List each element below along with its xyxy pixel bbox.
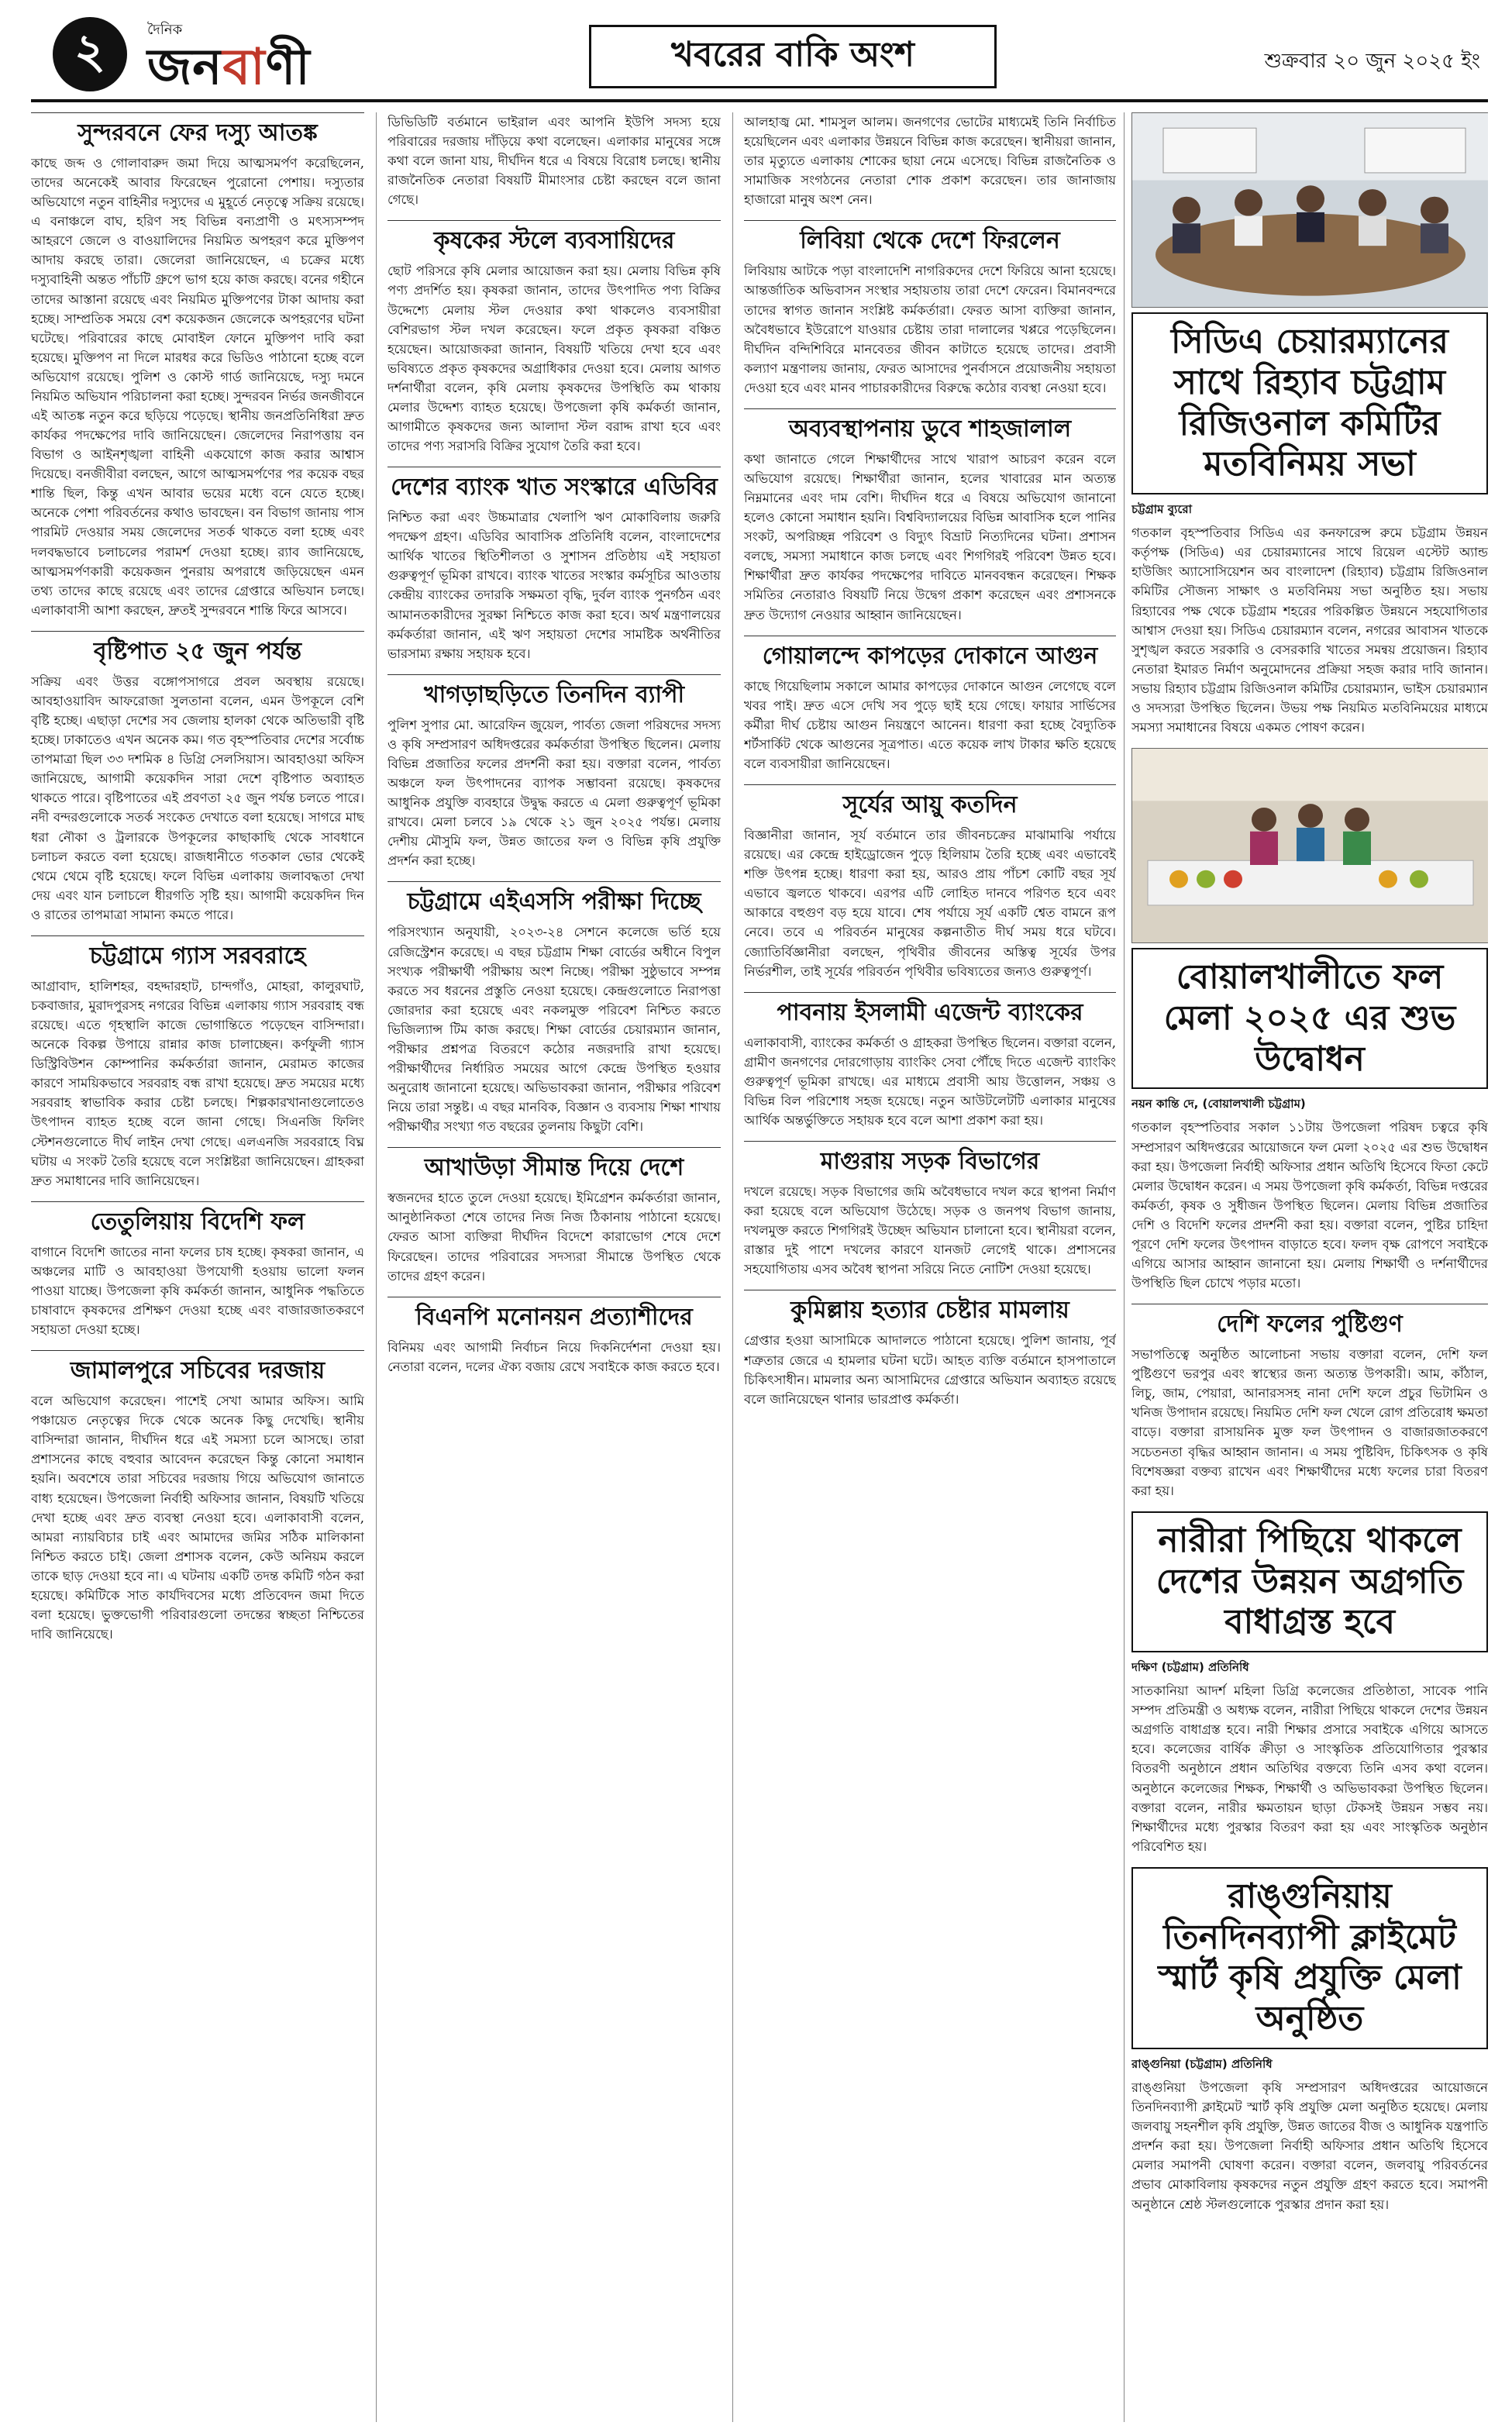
article-body: বিজ্ঞানীরা জানান, সূর্য বর্তমানে তার জীবনচক্রের মাঝামাঝি পর্যায়ে রয়েছে। এর কেন্দ্রে হাইড্রোজেন পুড়ে হিলিয়াম তৈরি হচ্ছে এবং এভাবেই শক্তি উৎপন্ন হচ্ছে। ধারণা করা হয়, আরও প্রায় পাঁচশ কোটি বছর সূর্য এভাবে জ্বলতে থাকবে। এরপর এটি লোহিত দানবে পরিণত হবে এবং আকারে বহুগুণ বড় হয়ে যাবে। শেষ পর্যায়ে সূর্য একটি শ্বেত বামনে রূপ নেবে। তবে এ পরিবর্তন মানুষের কল্পনাতীত দীর্ঘ সময় ধরে ঘটবে। জ্যোতির্বিজ্ঞানীরা বলছেন, পৃথিবীর জীবনের অস্তিত্ব সূর্যের উপর নির্ভরশীল, তাই সূর্যের পরিবর্তন পৃথিবীর ভবিষ্যতের জন্যও গুরুত্বপূর্ণ। xyxy=(744,828,1116,979)
article-headline: দেশি ফলের পুষ্টিগুণ xyxy=(1131,1304,1488,1339)
article-body: নিশ্চিত করা এবং উচ্চমাত্রার খেলাপি ঋণ মোকাবিলায় জরুরি পদক্ষেপ গ্রহণ। এডিবির আবাসিক প্রতিনিধি বলেন, বাংলাদেশের আর্থিক খাতের স্থিতিশীলতা ও সুশাসন প্রতিষ্ঠায় এই সহায়তা গুরুত্বপূর্ণ ভূমিকা রাখবে। ব্যাংক খাতের সংস্কার কর্মসূচির আওতায় কেন্দ্রীয় ব্যাংকের তদারকি সক্ষমতা বৃদ্ধি, দুর্বল ব্যাংক পুনর্গঠন এবং আমানতকারীদের সুরক্ষা নিশ্চিতে কাজ করা হবে। অর্থ মন্ত্রণালয়ের কর্মকর্তারা জানান, এই ঋণ সহায়তা দেশের সামষ্টিক অর্থনীতির ভারসাম্য রক্ষায় সহায়ক হবে। xyxy=(387,510,721,661)
column-1 xyxy=(31,112,364,2422)
column-2 xyxy=(387,112,721,2422)
article xyxy=(387,112,721,209)
article xyxy=(1131,1511,1488,1856)
column-divider xyxy=(376,112,377,2422)
article xyxy=(1131,112,1488,737)
newspaper-logo xyxy=(147,19,442,96)
page-number: ২ xyxy=(53,17,127,91)
article xyxy=(31,935,364,1190)
article xyxy=(744,1141,1116,1279)
article-body: স্বজনদের হাতে তুলে দেওয়া হয়েছে। ইমিগ্রেশন কর্মকর্তারা জানান, আনুষ্ঠানিকতা শেষে তাদের নিজ নিজ ঠিকানায় পাঠানো হয়েছে। ফেরত আসা ব্যক্তিরা দীর্ঘদিন বিদেশে কারাভোগ শেষে দেশে ফিরেছেন। তাদের পরিবারের সদস্যরা সীমান্তে উপস্থিত থেকে তাদের গ্রহণ করেন। xyxy=(387,1190,721,1283)
article-body: গ্রেপ্তার হওয়া আসামিকে আদালতে পাঠানো হয়েছে। পুলিশ জানায়, পূর্ব শত্রুতার জেরে এ হামলার ঘটনা ঘটে। আহত ব্যক্তি বর্তমানে হাসপাতালে চিকিৎসাধীন। মামলার অন্য আসামিদের গ্রেপ্তারে অভিযান অব্যাহত রয়েছে বলে জানিয়েছেন থানার ভারপ্রাপ্ত কর্মকর্তা। xyxy=(744,1333,1116,1407)
article-body: বাগানে বিদেশি জাতের নানা ফলের চাষ হচ্ছে। কৃষকরা জানান, এ অঞ্চলের মাটি ও আবহাওয়া উপযোগী হওয়ায় ভালো ফলন পাওয়া যাচ্ছে। উপজেলা কৃষি কর্মকর্তা জানান, আধুনিক পদ্ধতিতে চাষাবাদে কৃষকদের প্রশিক্ষণ দেওয়া হচ্ছে এবং বাজারজাতকরণে সহায়তা দেওয়া হচ্ছে। xyxy=(31,1244,364,1338)
article-body: বিনিময় এবং আগামী নির্বাচন নিয়ে দিকনির্দেশনা দেওয়া হয়। নেতারা বলেন, দলের ঐক্য বজায় রেখে সবাইকে কাজ করতে হবে। xyxy=(387,1339,721,1374)
article xyxy=(744,636,1116,774)
article-body: লিবিয়ায় আটকে পড়া বাংলাদেশি নাগরিকদের দেশে ফিরিয়ে আনা হয়েছে। আন্তর্জাতিক অভিবাসন সংস্থার সহায়তায় তারা দেশে ফেরেন। বিমানবন্দরে তাদের স্বাগত জানান সংশ্লিষ্ট কর্মকর্তারা। ফেরত আসা ব্যক্তিরা জানান, অবৈধভাবে ইউরোপে যাওয়ার চেষ্টায় তারা দালালের খপ্পরে পড়েছিলেন। দীর্ঘদিন বন্দিশিবিরে মানবেতর জীবন কাটাতে হয়েছে তাদের। প্রবাসী কল্যাণ মন্ত্রণালয় জানায়, ফেরত আসাদের পুনর্বাসনে প্রয়োজনীয় সহায়তা দেওয়া হবে এবং মানব পাচারকারীদের বিরুদ্ধে কঠোর ব্যবস্থা নেওয়া হবে। xyxy=(744,264,1116,395)
article-body: সক্রিয় এবং উত্তর বঙ্গোপসাগরে প্রবল অবস্থায় রয়েছে। আবহাওয়াবিদ আফরোজা সুলতানা বলেন, এমন উপকূলে বেশি বৃষ্টি হচ্ছে। এছাড়া দেশের সব জেলায় হালকা থেকে অতিভারী বৃষ্টি হচ্ছে। ঢাকাতেও এখন অনেক কম। গত বৃহস্পতিবার দেশের সর্বোচ্চ তাপমাত্রা ছিল ৩৩ দশমিক ৪ ডিগ্রি সেলসিয়াস। আবহাওয়া অফিস জানিয়েছে, আগামী কয়েকদিন সারা দেশে বৃষ্টিপাত অব্যাহত থাকতে পারে। বৃষ্টিপাতের এই প্রবণতা ২৫ জুন পর্যন্ত চলতে পারে। নদী বন্দরগুলোকে সতর্ক সংকেত দেখাতে বলা হয়েছে। সাগরে মাছ ধরা নৌকা ও ট্রলারকে উপকূলের কাছাকাছি থেকে সাবধানে চলাচল করতে বলা হয়েছে। রাজধানীতে গতকাল ভোর থেকেই থেমে থেমে বৃষ্টি হয়েছে। ফলে বিভিন্ন এলাকায় জলাবদ্ধতা দেখা দেয় এবং যান চলাচলে ধীরগতি সৃষ্টি হয়। আগামী কয়েকদিন দিন ও রাতের তাপমাত্রা সামান্য কমতে পারে। xyxy=(31,674,364,922)
article-headline: সূর্যের আয়ু কতদিন xyxy=(744,784,1116,819)
article-headline: নারীরা পিছিয়ে থাকলে দেশের উন্নয়ন অগ্রগতি বাধাগ্রস্ত হবে xyxy=(1131,1511,1488,1652)
article-headline: বোয়ালখালীতে ফল মেলা ২০২৫ এর শুভ উদ্বোধন xyxy=(1131,948,1488,1089)
article-headline: বিএনপি মনোনয়ন প্রত্যাশীদের xyxy=(387,1297,721,1332)
article xyxy=(387,467,721,663)
column-divider xyxy=(732,112,733,2422)
article-body: কথা জানাতে গেলে শিক্ষার্থীদের সাথে খারাপ আচরণ করেন বলে অভিযোগ রয়েছে। শিক্ষার্থীরা জানান, হলের খাবারের মান অত্যন্ত নিম্নমানের এবং দাম বেশি। দীর্ঘদিন ধরে এ বিষয়ে অভিযোগ জানানো হলেও কোনো সমাধান হয়নি। বিশ্ববিদ্যালয়ের বিভিন্ন আবাসিক হলে পানির সংকট, অপরিচ্ছন্ন পরিবেশ ও বিদ্যুৎ বিভ্রাট নিত্যদিনের ঘটনা। প্রশাসন বলছে, সমস্যা সমাধানে কাজ চলছে এবং শিগগিরই পরিবেশ উন্নত হবে। শিক্ষার্থীরা দ্রুত কার্যকর পদক্ষেপের দাবিতে মানববন্ধন করেছেন। শিক্ষক সমিতির নেতারাও বিষয়টি নিয়ে উদ্বেগ প্রকাশ করেছেন এবং প্রশাসনকে দ্রুত উদ্যোগ নেওয়ার আহ্বান জানিয়েছেন। xyxy=(744,451,1116,622)
article-body: ডিভিডিটি বর্তমানে ভাইরাল এবং আপনি ইউপি সদস্য হয়ে পরিবারের দরজায় দাঁড়িয়ে কথা বলেছেন। এলাকার মানুষের সঙ্গে কথা বলে জানা যায়, দীর্ঘদিন ধরে এ বিষয়ে বিরোধ চলছে। স্থানীয় রাজনৈতিক নেতারা বিষয়টি মীমাংসার চেষ্টা করছেন বলে জানা গেছে। xyxy=(387,115,721,208)
article-body: গতকাল বৃহস্পতিবার সকাল ১১টায় উপজেলা পরিষদ চত্বরে কৃষি সম্প্রসারণ অধিদপ্তরের আয়োজনে ফল মেলা ২০২৫ এর শুভ উদ্বোধন করা হয়। উপজেলা নির্বাহী অফিসার প্রধান অতিথি হিসেবে ফিতা কেটে মেলার উদ্বোধন করেন। এ সময় উপজেলা কৃষি কর্মকর্তা, বিভিন্ন দপ্তরের কর্মকর্তা, কৃষক ও সুধীজন উপস্থিত ছিলেন। মেলায় বিভিন্ন প্রজাতির দেশি ও বিদেশি ফলের প্রদর্শনী করা হয়। বক্তারা বলেন, পুষ্টির চাহিদা পূরণে দেশি ফলের উৎপাদন বাড়াতে হবে। ফলদ বৃক্ষ রোপণে সবাইকে এগিয়ে আসার আহ্বান জানানো হয়। মেলায় শিক্ষার্থী ও দর্শনার্থীদের উপস্থিতি ছিল চোখে পড়ার মতো। xyxy=(1131,1120,1488,1291)
article-headline: আখাউড়া সীমান্ত দিয়ে দেশে xyxy=(387,1147,721,1182)
article xyxy=(31,1201,364,1339)
article-body: রাঙ্গুনিয়া উপজেলা কৃষি সম্প্রসারণ অধিদপ্তরের আয়োজনে তিনদিনব্যাপী ক্লাইমেট স্মার্ট কৃষি প্রযুক্তি মেলা অনুষ্ঠিত হয়েছে। মেলায় জলবায়ু সহনশীল কৃষি প্রযুক্তি, উন্নত জাতের বীজ ও আধুনিক যন্ত্রপাতি প্রদর্শন করা হয়। উপজেলা নির্বাহী অফিসার প্রধান অতিথি হিসেবে মেলার সমাপনী ঘোষণা করেন। বক্তারা বলেন, জলবায়ু পরিবর্তনের প্রভাব মোকাবিলায় কৃষকদের নতুন প্রযুক্তি গ্রহণ করতে হবে। সমাপনী অনুষ্ঠানে শ্রেষ্ঠ স্টলগুলোকে পুরস্কার প্রদান করা হয়। xyxy=(1131,2080,1488,2212)
article-headline: বৃষ্টিপাত ২৫ জুন পর্যন্ত xyxy=(31,631,364,666)
article-body: গতকাল বৃহস্পতিবার সিডিএ এর কনফারেন্স রুমে চট্টগ্রাম উন্নয়ন কর্তৃপক্ষ (সিডিএ) এর চেয়ারম্যানের সাথে রিয়েল এস্টেট অ্যান্ড হাউজিং অ্যাসোসিয়েশন অব বাংলাদেশ (রিহ্যাব) চট্টগ্রাম রিজিওনাল কমিটির সৌজন্য সাক্ষাৎ ও মতবিনিময় সভা অনুষ্ঠিত হয়। সভায় রিহ্যাবের পক্ষ থেকে চট্টগ্রাম শহরের পরিকল্পিত উন্নয়নে সহযোগিতার আশ্বাস দেওয়া হয়। সিডিএ চেয়ারম্যান বলেন, নগরের আবাসন খাতকে সুশৃঙ্খল করতে সরকারি ও বেসরকারি খাতের সমন্বয় প্রয়োজন। রিহ্যাব নেতারা ইমারত নির্মাণ অনুমোদনের প্রক্রিয়া সহজ করার দাবি জানান। সভায় রিহ্যাব চট্টগ্রাম রিজিওনাল কমিটির চেয়ারম্যান, ভাইস চেয়ারম্যান ও সদস্যরা উপস্থিত ছিলেন। উভয় পক্ষ নিয়মিত মতবিনিময়ের মাধ্যমে সমস্যা সমাধানের বিষয়ে একমত পোষণ করেন। xyxy=(1131,525,1488,735)
article-headline: অব্যবস্থাপনায় ডুবে শাহজালাল xyxy=(744,408,1116,443)
article xyxy=(1131,1867,1488,2214)
article xyxy=(387,1147,721,1285)
article-headline: কুমিল্লায় হত্যার চেষ্টার মামলায় xyxy=(744,1290,1116,1325)
article xyxy=(31,1350,364,1644)
article xyxy=(1131,748,1488,1293)
article-body: দখলে রয়েছে। সড়ক বিভাগের জমি অবৈধভাবে দখল করে স্থাপনা নির্মাণ করা হয়েছে বলে অভিযোগ উঠেছে। সড়ক ও জনপথ বিভাগ জানায়, দখলমুক্ত করতে শিগগিরই উচ্ছেদ অভিযান চালানো হবে। স্থানীয়রা বলেন, রাস্তার দুই পাশে দখলের কারণে যানজট লেগেই থাকে। প্রশাসনের সহযোগিতায় এসব অবৈধ স্থাপনা সরিয়ে নিতে নোটিশ দেওয়া হয়েছে। xyxy=(744,1184,1116,1277)
article-headline: জামালপুরে সচিবের দরজায় xyxy=(31,1350,364,1385)
article-body: কাছে জব্দ ও গোলাবারুদ জমা দিয়ে আত্মসমর্পণ করেছিলেন, তাদের অনেকেই আবার ফিরেছেন পুরোনো পেশায়। দস্যুতার অভিযোগে নতুন বাহিনীর দস্যুদের এ মুহূর্তে নেতৃত্বে সক্রিয় রয়েছে। এ বনাঞ্চলে বাঘ, হরিণ সহ বিভিন্ন বন্যপ্রাণী ও মৎস্যসম্পদ আহরণে জেলে ও বাওয়ালিদের নিয়মিত অপহরণ করে মুক্তিপণ আদায় করছে তারা। জেলেরা জানিয়েছেন, এ চক্রের মধ্যে দস্যুবাহিনী অন্তত পাঁচটি গ্রুপে ভাগ হয়ে কাজ করছে। বনের গহীনে তাদের আস্তানা রয়েছে এবং নিয়মিত মুক্তিপণের টাকা আদায় করা হচ্ছে। সাম্প্রতিক সময়ে বেশ কয়েকজন জেলেকে অপহরণের ঘটনা ঘটেছে। পরিবারের কাছে মোবাইল ফোনে মুক্তিপণ দাবি করা হয়েছে। মুক্তিপণ না দিলে মারধর করে ভিডিও পাঠানো হচ্ছে বলে অভিযোগ রয়েছে। পুলিশ ও কোস্ট গার্ড জানিয়েছে, দস্যু দমনে নিয়মিত অভিযান পরিচালনা করা হচ্ছে। সুন্দরবন নির্ভর জনজীবনে এই আতঙ্ক নতুন করে ছড়িয়ে পড়েছে। স্থানীয় জনপ্রতিনিধিরা দ্রুত কার্যকর পদক্ষেপের দাবি জানিয়েছেন। জেলেদের নিরাপত্তায় বন বিভাগ ও আইনশৃঙ্খলা বাহিনী একযোগে কাজ করার আশ্বাস দিয়েছে। বনজীবীরা বলছেন, আগে আত্মসমর্পণের পর কয়েক বছর শান্তি ছিল, কিন্তু এখন আবার ভয়ের মধ্যে বনে যেতে হচ্ছে। অনেকে পেশা পরিবর্তনের কথাও ভাবছেন। বন বিভাগ জানায় পাস পারমিট দেওয়ার সময় জেলেদের সতর্ক থাকতে বলা হচ্ছে এবং দলবদ্ধভাবে চলাচলের পরামর্শ দেওয়া হচ্ছে। র‌্যাব জানিয়েছে, আত্মসমর্পণকারী কয়েকজন পুনরায় অপরাধে জড়িয়েছেন এমন তথ্য তাদের কাছে রয়েছে এবং তাদের গ্রেপ্তারে অভিযান চলছে। এলাকাবাসী আশা করছেন, দ্রুতই সুন্দরবনে শান্তি ফিরে আসবে। xyxy=(31,156,364,618)
article-body: সাতকানিয়া আদর্শ মহিলা ডিগ্রি কলেজের প্রতিষ্ঠাতা, সাবেক পানি সম্পদ প্রতিমন্ত্রী ও অধ্যক্ষ বলেন, নারীরা পিছিয়ে থাকলে দেশের উন্নয়ন অগ্রগতি বাধাগ্রস্ত হবে। নারী শিক্ষার প্রসারে সবাইকে এগিয়ে আসতে হবে। কলেজের বার্ষিক ক্রীড়া ও সাংস্কৃতিক প্রতিযোগিতার পুরস্কার বিতরণী অনুষ্ঠানে প্রধান অতিথির বক্তব্যে তিনি এসব কথা বলেন। অনুষ্ঠানে কলেজের শিক্ষক, শিক্ষার্থী ও অভিভাবকরা উপস্থিত ছিলেন। বক্তারা বলেন, নারীর ক্ষমতায়ন ছাড়া টেকসই উন্নয়ন সম্ভব নয়। শিক্ষার্থীদের মধ্যে পুরস্কার বিতরণ করা হয় এবং সাংস্কৃতিক অনুষ্ঠান পরিবেশিত হয়। xyxy=(1131,1683,1488,1854)
article-photo xyxy=(1131,748,1488,943)
article xyxy=(744,112,1116,209)
article xyxy=(744,784,1116,981)
article-headline: তেতুলিয়ায় বিদেশি ফল xyxy=(31,1201,364,1236)
article-body: ছোট পরিসরে কৃষি মেলার আয়োজন করা হয়। মেলায় বিভিন্ন কৃষি পণ্য প্রদর্শিত হয়। কৃষকরা জানান, তাদের উৎপাদিত পণ্য বিক্রির উদ্দেশ্যে মেলায় স্টল দেওয়ার কথা থাকলেও ব্যবসায়ীরা বেশিরভাগ স্টল দখল করেছেন। ফলে প্রকৃত কৃষকরা বঞ্চিত হয়েছেন। আয়োজকরা জানান, বিষয়টি খতিয়ে দেখা হবে এবং ভবিষ্যতে প্রকৃত কৃষকদের অগ্রাধিকার দেওয়া হবে। মেলায় আগত দর্শনার্থীরা বলেন, কৃষি মেলায় কৃষকদের উপস্থিতি কম থাকায় মেলার উদ্দেশ্য ব্যাহত হয়েছে। উপজেলা কৃষি কর্মকর্তা জানান, আগামীতে কৃষকদের জন্য আলাদা স্টল বরাদ্দ রাখা হবে এবং তাদের পণ্য সরাসরি বিক্রির সুযোগ তৈরি করা হবে। xyxy=(387,264,721,454)
column-divider xyxy=(1124,112,1125,2422)
dateline: শুক্রবার ২০ জুন ২০২৫ ইং xyxy=(1264,50,1480,73)
logo-text: জনবাণী xyxy=(147,39,311,96)
article xyxy=(387,1297,721,1376)
column-4 xyxy=(1131,112,1488,2422)
article xyxy=(744,992,1116,1130)
article-body: আলহাজ্ব মো. শামসুল আলম। জনগণের ভোটের মাধ্যমেই তিনি নির্বাচিত হয়েছিলেন এবং এলাকার উন্নয়নে বিভিন্ন কাজ করেছেন। স্থানীয়রা জানান, তার মৃত্যুতে এলাকায় শোকের ছায়া নেমে এসেছে। বিভিন্ন রাজনৈতিক ও সামাজিক সংগঠনের নেতারা শোক প্রকাশ করেছেন। তার জানাজায় হাজারো মানুষ অংশ নেন। xyxy=(744,115,1116,208)
logo-small-text: দৈনিক xyxy=(147,22,183,38)
article-body: বলে অভিযোগ করেছেন। পাশেই সেখা আমার অফিস। আমি পঞ্চায়েত নেতৃত্বের দিকে থেকে অনেক কিছু দেখেছি। স্থানীয় বাসিন্দারা জানান, দীর্ঘদিন ধরে এই সমস্যা চলে আসছে। তারা প্রশাসনের কাছে বহুবার আবেদন করেছেন কিন্তু কোনো সমাধান হয়নি। অবশেষে তারা সচিবের দরজায় গিয়ে অভিযোগ জানাতে বাধ্য হয়েছেন। উপজেলা নির্বাহী অফিসার জানান, বিষয়টি খতিয়ে দেখা হচ্ছে এবং দ্রুত ব্যবস্থা নেওয়া হবে। এলাকাবাসী বলেন, আমরা ন্যায়বিচার চাই এবং আমাদের জমির সঠিক মালিকানা নিশ্চিত করতে চাই। জেলা প্রশাসক বলেন, কেউ অনিয়ম করলে তাকে ছাড় দেওয়া হবে না। এ ঘটনায় একটি তদন্ত কমিটি গঠন করা হয়েছে। কমিটিকে সাত কার্যদিবসের মধ্যে প্রতিবেদন জমা দিতে বলা হয়েছে। ভুক্তভোগী পরিবারগুলো তদন্তের স্বচ্ছতা নিশ্চিতের দাবি জানিয়েছে। xyxy=(31,1394,364,1642)
article-headline: লিবিয়া থেকে দেশে ফিরলেন xyxy=(744,220,1116,255)
article xyxy=(387,674,721,871)
article-body: পুলিশ সুপার মো. আরেফিন জুয়েল, পার্বত্য জেলা পরিষদের সদস্য ও কৃষি সম্প্রসারণ অধিদপ্তরের কর্মকর্তারা উপস্থিত ছিলেন। মেলায় বিভিন্ন প্রজাতির ফলের প্রদর্শনী করা হয়। বক্তারা বলেন, পার্বত্য অঞ্চলে ফল উৎপাদনের ব্যাপক সম্ভাবনা রয়েছে। কৃষকদের আধুনিক প্রযুক্তি ব্যবহারে উদ্বুদ্ধ করতে এ মেলা গুরুত্বপূর্ণ ভূমিকা রাখবে। মেলা চলবে ১৯ থেকে ২১ জুন ২০২৫ পর্যন্ত। মেলায় দেশীয় মৌসুমি ফল, উন্নত জাতের ফল ও বিভিন্ন কৃষি প্রযুক্তি প্রদর্শন করা হচ্ছে। xyxy=(387,717,721,869)
article xyxy=(31,631,364,925)
article-headline: মাগুরায় সড়ক বিভাগের xyxy=(744,1141,1116,1176)
article-headline: গোয়ালন্দে কাপড়ের দোকানে আগুন xyxy=(744,636,1116,670)
masthead-rule xyxy=(31,99,1488,102)
article xyxy=(1131,1304,1488,1501)
article-byline: চট্টগ্রাম ব্যুরো xyxy=(1131,502,1193,517)
section-title: খবরের বাকি অংশ xyxy=(589,25,997,88)
article-headline: চট্টগ্রামে গ্যাস সরবরাহে xyxy=(31,935,364,970)
article-headline: কৃষকের স্টলে ব্যবসায়িদের xyxy=(387,220,721,255)
article xyxy=(31,112,364,620)
article-headline: দেশের ব্যাংক খাত সংস্কারে এডিবির xyxy=(387,467,721,501)
article-byline: দক্ষিণ (চট্টগ্রাম) প্রতিনিধি xyxy=(1131,1660,1249,1675)
article-photo xyxy=(1131,112,1488,308)
article-headline: সিডিএ চেয়ারম্যানের সাথে রিহ্যাব চট্টগ্রাম রিজিওনাল কমিটির মতবিনিময় সভা xyxy=(1131,312,1488,494)
article xyxy=(744,1290,1116,1408)
article-headline: চট্টগ্রামে এইএসসি পরীক্ষা দিচ্ছে xyxy=(387,881,721,916)
article xyxy=(744,408,1116,625)
article-headline: রাঙ্গুনিয়ায় তিনদিনব্যাপী ক্লাইমেট স্মার্ট কৃষি প্রযুক্তি মেলা অনুষ্ঠিত xyxy=(1131,1867,1488,2049)
article xyxy=(387,881,721,1136)
article-headline: পাবনায় ইসলামী এজেন্ট ব্যাংকের xyxy=(744,992,1116,1027)
article-body: পরিসংখ্যান অনুযায়ী, ২০২৩-২৪ সেশনে কলেজে ভর্তি হয়ে রেজিস্ট্রেশন করেছে। এ বছর চট্টগ্রাম শিক্ষা বোর্ডের অধীনে বিপুল সংখ্যক পরীক্ষার্থী পরীক্ষায় অংশ নিচ্ছে। পরীক্ষা সুষ্ঠুভাবে সম্পন্ন করতে সব ধরনের প্রস্তুতি নেওয়া হয়েছে। কেন্দ্রগুলোতে নিরাপত্তা জোরদার করা হয়েছে এবং নকলমুক্ত পরিবেশ নিশ্চিত করতে ভিজিল্যান্স টিম কাজ করছে। শিক্ষা বোর্ডের চেয়ারম্যান জানান, পরীক্ষার প্রশ্নপত্র বিতরণে কঠোর নজরদারি রাখা হয়েছে। পরীক্ষার্থীদের নির্ধারিত সময়ের আগে কেন্দ্রে উপস্থিত হওয়ার অনুরোধ জানানো হয়েছে। অভিভাবকরা জানান, পরীক্ষার পরিবেশ নিয়ে তারা সন্তুষ্ট। এ বছর মানবিক, বিজ্ঞান ও ব্যবসায় শিক্ষা শাখায় পরীক্ষার্থীর সংখ্যা গত বছরের তুলনায় কিছুটা বেশি। xyxy=(387,925,721,1135)
article xyxy=(744,220,1116,398)
article-byline: নয়ন কান্তি দে, (বোয়ালখালী চট্টগ্রাম) xyxy=(1131,1097,1306,1111)
article-headline: খাগড়াছড়িতে তিনদিন ব্যাপী xyxy=(387,674,721,709)
article-headline: সুন্দরবনে ফের দস্যু আতঙ্ক xyxy=(31,112,364,147)
article-body: আগ্রাবাদ, হালিশহর, বহদ্দারহাট, চান্দগাঁও, মোহরা, কালুরঘাট, চকবাজার, মুরাদপুরসহ নগরের বিভিন্ন এলাকায় গ্যাস সরবরাহ বন্ধ রয়েছে। এতে গৃহস্থালি কাজে ভোগান্তিতে পড়েছেন বাসিন্দারা। অনেকে বিকল্প উপায়ে রান্নার কাজ চালাচ্ছেন। কর্ণফুলী গ্যাস ডিস্ট্রিবিউশন কোম্পানির কর্মকর্তারা জানান, মেরামত কাজের কারণে সাময়িকভাবে সরবরাহ বন্ধ রাখা হয়েছে। দ্রুত সময়ের মধ্যে সরবরাহ স্বাভাবিক করার চেষ্টা চলছে। শিল্পকারখানাগুলোতেও উৎপাদন ব্যাহত হচ্ছে বলে জানা গেছে। সিএনজি ফিলিং স্টেশনগুলোতে দীর্ঘ লাইন দেখা গেছে। এলএনজি সরবরাহে বিঘ্ন ঘটায় এ সংকট তৈরি হয়েছে বলে সংশ্লিষ্টরা জানিয়েছেন। গ্রাহকরা দ্রুত সমাধানের দাবি জানিয়েছেন। xyxy=(31,978,364,1188)
column-3 xyxy=(744,112,1116,2422)
masthead xyxy=(31,11,1488,98)
article xyxy=(387,220,721,456)
article-body: এলাকাবাসী, ব্যাংকের কর্মকর্তা ও গ্রাহকরা উপস্থিত ছিলেন। বক্তারা বলেন, গ্রামীণ জনগণের দোরগোড়ায় ব্যাংকিং সেবা পৌঁছে দিতে এজেন্ট ব্যাংকিং গুরুত্বপূর্ণ ভূমিকা রাখছে। এর মাধ্যমে প্রবাসী আয় উত্তোলন, সঞ্চয় ও বিভিন্ন বিল পরিশোধ সহজ হয়েছে। নতুন আউটলেটটি এলাকার মানুষের আর্থিক অন্তর্ভুক্তিতে সহায়ক হবে বলে আশা প্রকাশ করা হয়। xyxy=(744,1035,1116,1128)
article-byline: রাঙ্গুনিয়া (চট্টগ্রাম) প্রতিনিধি xyxy=(1131,2057,1273,2072)
article-body: সভাপতিত্বে অনুষ্ঠিত আলোচনা সভায় বক্তারা বলেন, দেশি ফল পুষ্টিগুণে ভরপুর এবং স্বাস্থ্যের জন্য অত্যন্ত উপকারী। আম, কাঁঠাল, লিচু, জাম, পেয়ারা, আনারসসহ নানা দেশি ফলে প্রচুর ভিটামিন ও খনিজ উপাদান রয়েছে। নিয়মিত দেশি ফল খেলে রোগ প্রতিরোধ ক্ষমতা বাড়ে। বক্তারা রাসায়নিক মুক্ত ফল উৎপাদন ও বাজারজাতকরণে সচেতনতা বৃদ্ধির আহ্বান জানান। এ সময় পুষ্টিবিদ, চিকিৎসক ও কৃষি বিশেষজ্ঞরা বক্তব্য রাখেন এবং শিক্ষার্থীদের মধ্যে ফলের চারা বিতরণ করা হয়। xyxy=(1131,1347,1488,1498)
article-body: কাছে গিয়েছিলাম সকালে আমার কাপড়ের দোকানে আগুন লেগেছে বলে খবর পাই। দ্রুত এসে দেখি সব পুড়ে ছাই হয়ে গেছে। ফায়ার সার্ভিসের কর্মীরা দীর্ঘ চেষ্টায় আগুন নিয়ন্ত্রণে আনেন। ধারণা করা হচ্ছে বৈদ্যুতিক শর্টসার্কিট থেকে আগুনের সূত্রপাত। এতে কয়েক লাখ টাকার ক্ষতি হয়েছে বলে ব্যবসায়ীরা জানিয়েছেন। xyxy=(744,678,1116,771)
